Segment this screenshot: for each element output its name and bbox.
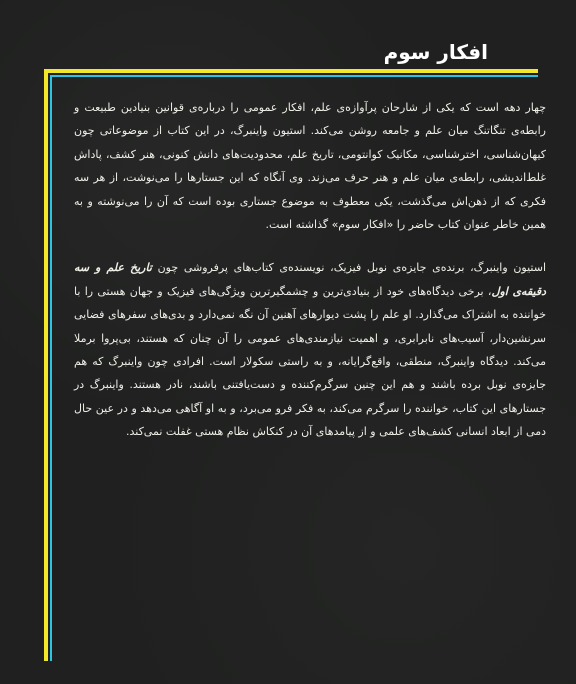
blue-frame-top bbox=[50, 75, 538, 77]
paragraph-author-text-end: ، برخی دیدگاه‌های خود از بنیادی‌ترین و چشمگیرترین ویژگی‌های فیزیک و جهان هستی را با خواننده به اشتراک می‌گذارد. او علم را پشت دیوارهای آهنین آن نگه نمی‌دارد و بدی‌های سفرهای فضایی سرنشین‌دار، آسیب‌های نابرابری، و اهمیت نیازمندی‌های عمومی را آن چنان که هستند، بی‌پروا برملا می‌کند. دیدگاه واینبرگ، منطقی، واقع‌گرایانه، و به راستی سکولار است. افرادی چون واینبرگ که هم جایزه‌ی نوبل برده باشند و هم این چنین سرگرم‌کننده و دست‌یافتنی باشند، نادر هستند. واینبرگ در جستارهای این کتاب، خواننده را سرگرم می‌کند، به فکر فرو می‌برد، و به او آگاهی می‌دهد و در عین حال دمی از ابعاد انسانی کشف‌های علمی و از پیامدهای آن در کنکاش نظام هستی غفلت نمی‌کند. bbox=[74, 284, 546, 439]
italic-book-titles: تاریخ علم و سه دقیقه‌ی اول bbox=[74, 261, 546, 298]
paragraph-author-text-start: استیون واینبرگ، برنده‌ی جایزه‌ی نوبل فیزیک، نویسنده‌ی کتاب‌های پرفروشی چون bbox=[151, 261, 546, 275]
yellow-frame-top bbox=[44, 69, 538, 73]
yellow-frame-left bbox=[44, 69, 48, 661]
paragraph-intro: چهار دهه است که یکی از شارحان پرآوازه‌ی علم، افکار عمومی را درباره‌ی قوانین بنیادین طبیعت و رابطه‌ی تنگاتنگ میان علم و جامعه روشن می‌کند. استیون واینبرگ، در این کتاب از موضوعاتی چون کیهان‌شناسی، اخترشناسی، مکانیک کوانتومی، تاریخ علم، محدودیت‌های دانش کنونی، هنر کشف، پاداش غلط‌اندیشی، رابطه‌ی میان علم و هنر حرف می‌زند. وی آنگاه که این جستارها را می‌نوشت، از هر سه فکری که از ذهن‌اش می‌گذشت، یکی معطوف به موضوع جستاری بوده است که آن را می‌نوشته و به همین خاطر عنوان کتاب حاضر را «افکار سوم» گذاشته است. bbox=[74, 101, 546, 232]
paragraph-author bbox=[74, 256, 546, 443]
section-title: افکار سوم bbox=[383, 40, 488, 64]
cover-text-block bbox=[74, 96, 546, 660]
blue-frame-left bbox=[50, 75, 52, 661]
